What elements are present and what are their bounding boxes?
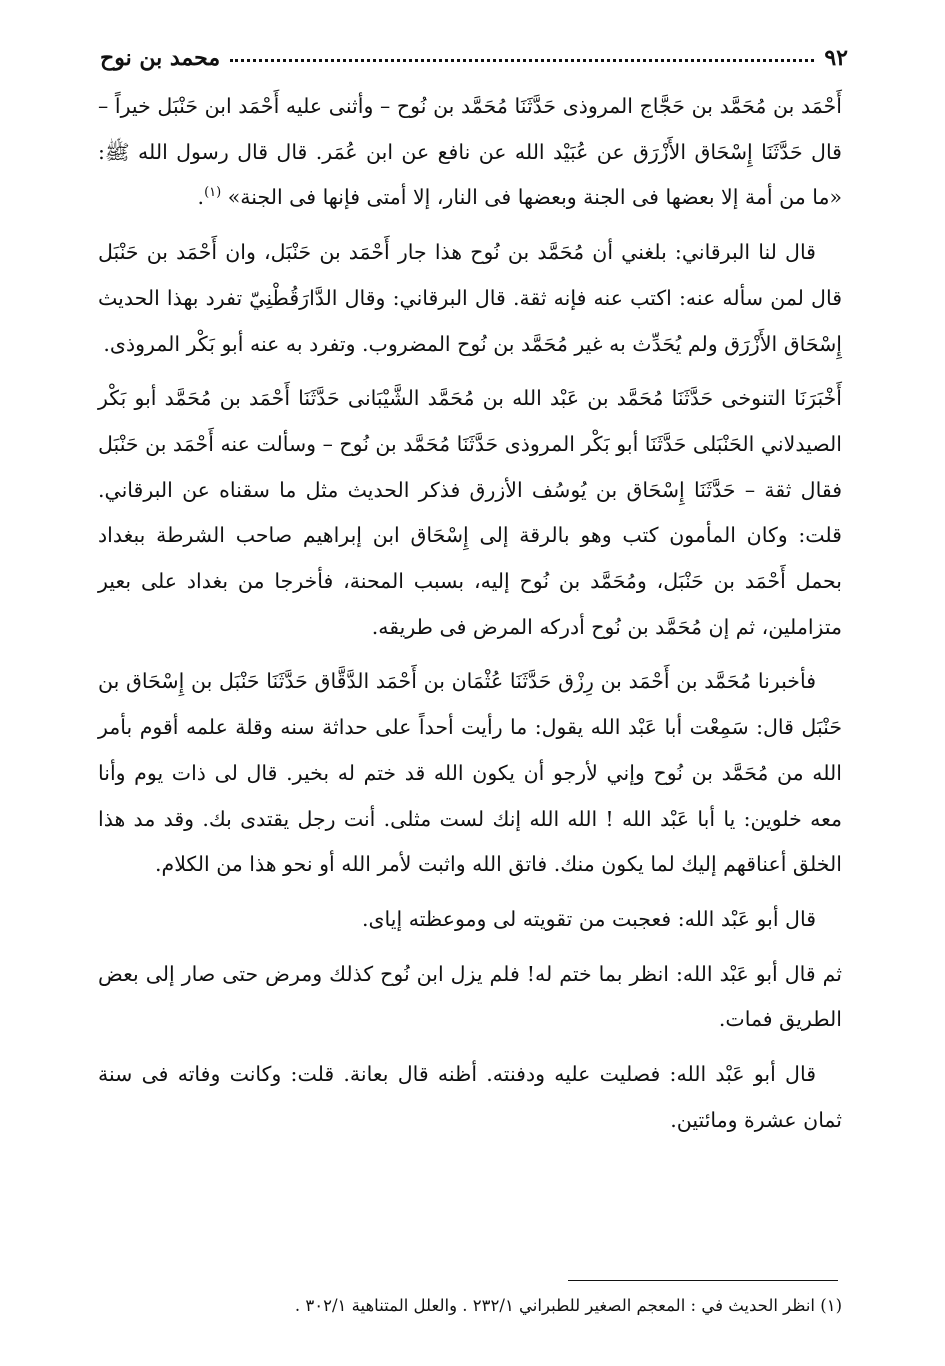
page-header: [100, 40, 848, 76]
paragraph-1-text: أَحْمَد بن مُحَمَّد بن حَجَّاج المروذى حَدَّثَنَا مُحَمَّد بن نُوح – وأثنى عليه أَحْمَد ابن حَنْبَل خيراً – قال حَدَّثَنَا إِسْحَاق الأَزْرَق عن عُبَيْد الله عن نافع عن ابن عُمَر. قال قال رسول الله ﷺ: «ما من أمة إلا بعضها فى الجنة وبعضها فى النار، إلا أمتى فإنها فى الجنة»: [98, 94, 842, 210]
running-title: محمد بن نوح: [100, 45, 221, 71]
paragraph-3: أَخْبَرَنَا التنوخى حَدَّثَنَا مُحَمَّد بن عَبْد الله بن مُحَمَّد الشَّيْبَانى حَدَّثَنَا أَحْمَد بن مُحَمَّد أبو بَكْر الصيدلاني الحَنْبَلى حَدَّثَنَا أبو بَكْر المروذى حَدَّثَنَا مُحَمَّد بن نُوح – وسألت عنه أَحْمَد بن حَنْبَل فقال ثقة – حَدَّثَنَا إِسْحَاق بن يُوسُف الأزرق فذكر الحديث مثل ما سقناه عن البرقاني. قلت: وكان المأمون كتب وهو بالرقة إلى إِسْحَاق ابن إبراهيم صاحب الشرطة ببغداد بحمل أَحْمَد بن حَنْبَل، ومُحَمَّد بن نُوح إليه، بسبب المحنة، فأخرجا من بغداد على بعير متزاملين، ثم إن مُحَمَّد بن نُوح أدركه المرض فى طريقه.: [98, 386, 842, 639]
footnote: (١) انظر الحديث في : المعجم الصغير للطبراني ٢٣٢/١ . والعلل المتناهية ٣٠٢/١ .: [294, 1296, 842, 1315]
footnote-separator: [568, 1280, 838, 1281]
header-dotted-leader: [230, 59, 814, 62]
paragraph-4: فأخبرنا مُحَمَّد بن أَحْمَد بن رِزْق حَدَّثَنَا عُثْمَان بن أَحْمَد الدَّقَّاق حَدَّثَنَا حَنْبَل بن إِسْحَاق بن حَنْبَل قال: سَمِعْت أبا عَبْد الله يقول: ما رأيت أحداً على حداثة سنه وقلة علمه أقوم بأمر الله من مُحَمَّد بن نُوح وإني لأرجو أن يكون الله قد ختم له بخير. قال لى ذات يوم وأنا معه خلوين: يا أبا عَبْد الله ! الله الله إنك لست مثلى. أنت رجل يقتدى بك. وقد مد هذا الخلق أعناقهم إليك لما يكون منك. فاتق الله واثبت لأمر الله أو نحو هذا من الكلام.: [98, 669, 842, 877]
paragraph-5: قال أبو عَبْد الله: فعجبت من تقويته لى وموعظته إياى.: [362, 906, 816, 931]
paragraph-7: قال أبو عَبْد الله: فصليت عليه ودفنته. أظنه قال بعانة. قلت: وكانت وفاته فى سنة ثمان عشرة ومائتين.: [98, 1062, 842, 1132]
footnote-ref: (١): [204, 185, 222, 201]
main-text: [98, 84, 842, 1152]
paragraph-1-end: .: [197, 185, 205, 210]
paragraph-2: قال لنا البرقاني: بلغني أن مُحَمَّد بن نُوح هذا جار أَحْمَد بن حَنْبَل، وان أَحْمَد بن حَنْبَل قال لمن سأله عنه: اكتب عنه فإنه ثقة. قال البرقاني: وقال الدَّارَقُطْنِيّ تفرد بهذا الحديث إِسْحَاق الأَزْرَق ولم يُحَدِّث به غير مُحَمَّد بن نُوح المضروب. وتفرد به عنه أبو بَكْر المروذى.: [98, 240, 842, 356]
page-number: ٩٢: [824, 45, 848, 71]
paragraph-1: [98, 84, 842, 221]
paragraph-6: ثم قال أبو عَبْد الله: انظر بما ختم له! فلم يزل ابن نُوح كذلك ومرض حتى صار إلى بعض الطريق فمات.: [98, 961, 842, 1032]
